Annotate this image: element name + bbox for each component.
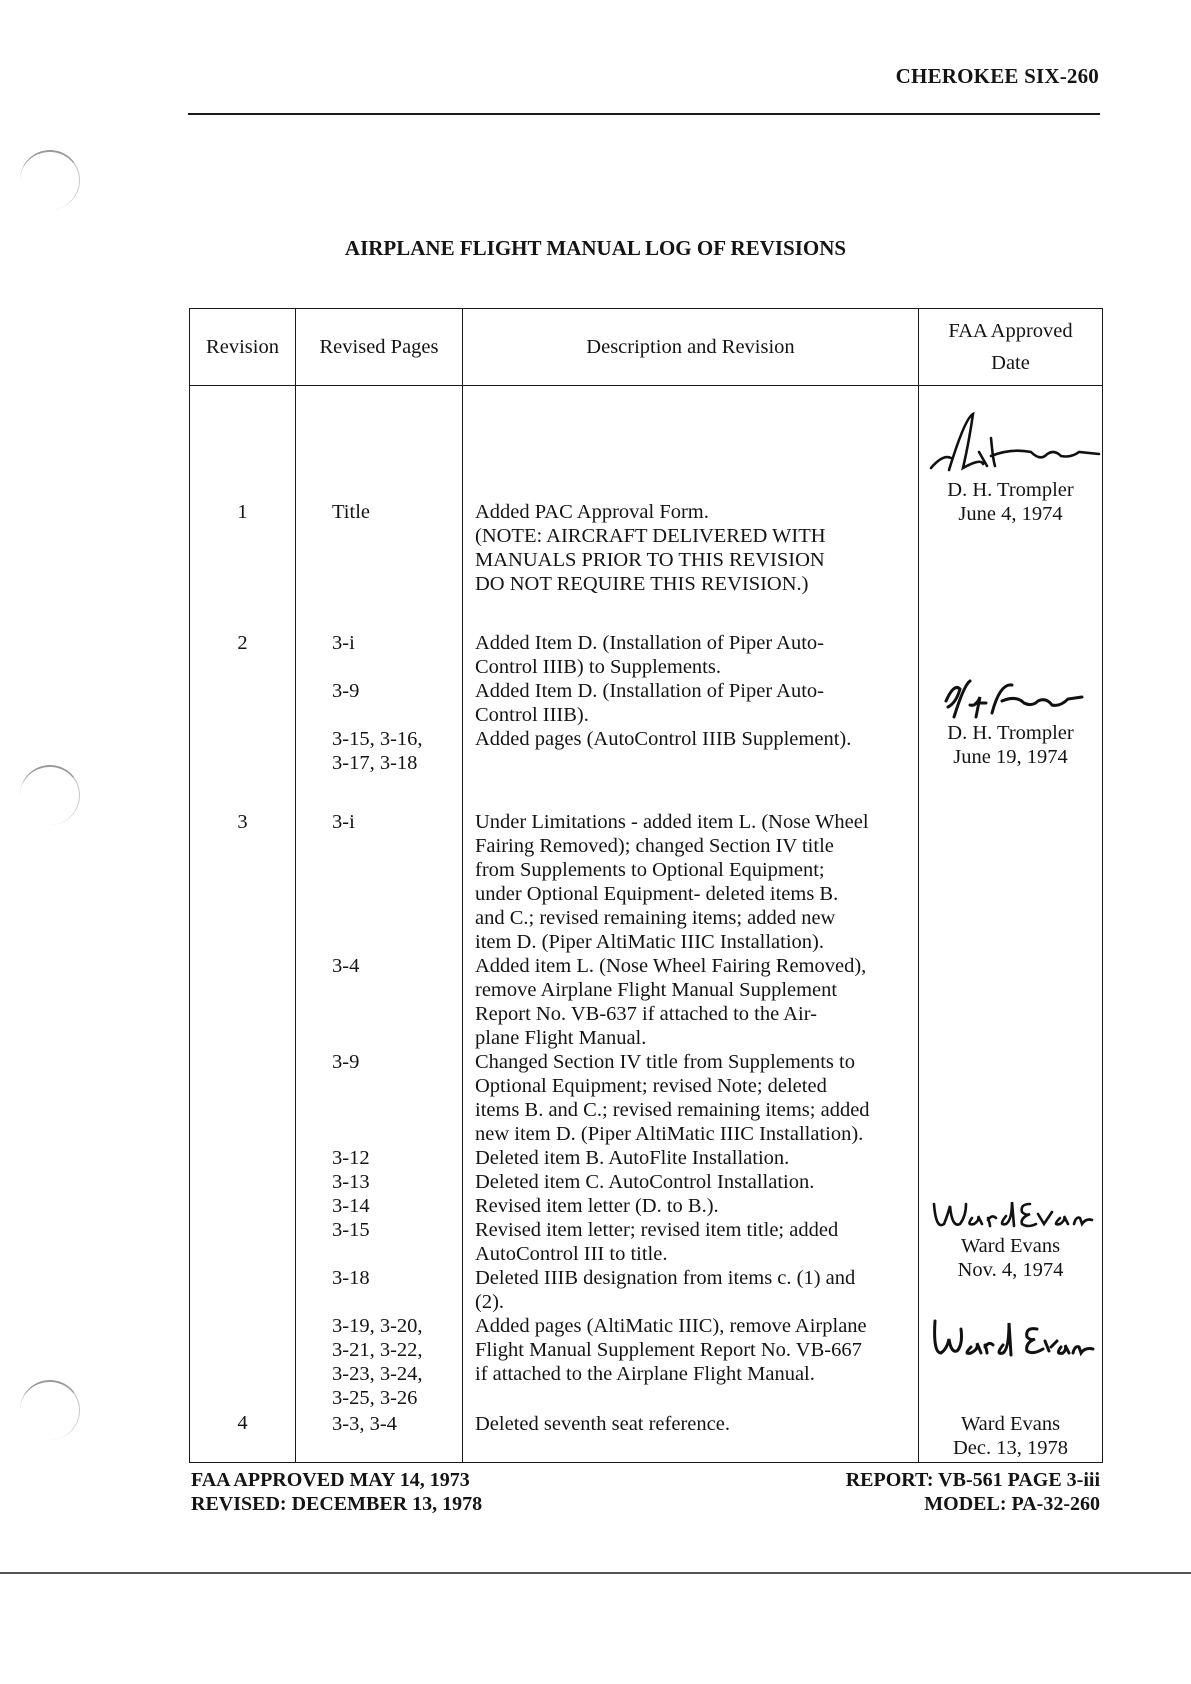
page-ref: 3-9 — [332, 1051, 360, 1073]
revision-log-table — [189, 308, 1103, 1463]
description-line: Deleted seventh seat reference. — [475, 1413, 730, 1435]
page-ref: 3-12 — [332, 1147, 370, 1169]
column-header-faa-approved-date: FAA Approved Date — [919, 309, 1103, 386]
description-line: new item D. (Piper AltiMatic IIIC Installation). — [475, 1123, 864, 1145]
spacer — [332, 1290, 461, 1314]
description-line: Fairing Removed); changed Section IV title — [475, 835, 834, 857]
description-line: Revised item letter; revised item title; added — [475, 1219, 839, 1241]
revision-number: 1 — [190, 386, 296, 598]
page-ref — [332, 703, 461, 727]
description-line: Added Item D. (Installation of Piper Auto- — [475, 680, 825, 702]
signature-trompler-2 — [936, 677, 1086, 721]
punch-hole-middle — [20, 765, 80, 825]
page-ref: 3-23, 3-24, — [332, 1363, 423, 1385]
approval-date: Nov. 4, 1974 — [957, 1259, 1064, 1281]
page-ref: 3-i — [332, 811, 355, 833]
spacer — [332, 978, 461, 1002]
page-ref: 3-17, 3-18 — [332, 752, 418, 774]
description-line: and C.; revised remaining items; added new — [475, 907, 836, 929]
description-line: Added PAC Approval Form. — [475, 501, 709, 523]
page-ref: 3-13 — [332, 1171, 370, 1193]
page-ref: 3-4 — [332, 955, 360, 977]
punch-hole-top — [20, 150, 80, 210]
approval-cell — [919, 386, 1103, 598]
table-row — [190, 386, 1103, 598]
description-line: Under Limitations - added item L. (Nose Wheel — [475, 811, 869, 833]
page-ref — [332, 655, 461, 679]
faa-approved-date: FAA APPROVED MAY 14, 1973 — [191, 1469, 470, 1491]
description-line: from Supplements to Optional Equipment; — [475, 859, 825, 881]
approval-date: Dec. 13, 1978 — [952, 1437, 1068, 1459]
description-line: Added item L. (Nose Wheel Fairing Removed), — [475, 955, 867, 977]
revision-number: 2 — [190, 597, 296, 776]
description-line: under Optional Equipment- deleted items B. — [475, 883, 839, 905]
description-line: AutoControl III to title. — [475, 1243, 668, 1265]
table-row — [190, 597, 1103, 776]
punch-hole-bottom — [20, 1380, 80, 1440]
description-line: Deleted item C. AutoControl Installation. — [475, 1171, 815, 1193]
approval-cell — [919, 597, 1103, 776]
description-line: Revised item letter (D. to B.). — [475, 1195, 719, 1217]
description-line: remove Airplane Flight Manual Supplement — [475, 979, 838, 1001]
description-line: Added pages (AutoControl IIIB Supplement). — [475, 728, 852, 750]
footer-approval — [191, 1468, 482, 1516]
page-ref: Title — [332, 501, 370, 523]
revised-pages — [296, 776, 463, 1411]
revision-number: 4 — [190, 1411, 296, 1463]
page-bottom-edge — [0, 1572, 1191, 1574]
spacer — [332, 1122, 461, 1146]
page-ref: 3-i — [332, 632, 355, 654]
spacer — [332, 882, 461, 906]
description-line: DO NOT REQUIRE THIS REVISION.) — [475, 573, 809, 595]
description-line: Added Item D. (Installation of Piper Auto- — [475, 632, 825, 654]
approver-name: Ward Evans — [960, 1235, 1061, 1257]
approval-date: June 4, 1974 — [958, 503, 1063, 525]
page-ref: 3-15 — [332, 1219, 370, 1241]
header-rule — [188, 113, 1100, 115]
spacer — [332, 834, 461, 858]
page-ref: 3-19, 3-20, — [332, 1315, 423, 1337]
document-title: AIRPLANE FLIGHT MANUAL LOG OF REVISIONS — [344, 236, 847, 260]
column-header-description: Description and Revision — [463, 309, 919, 386]
revised-pages — [296, 1411, 463, 1463]
spacer — [332, 1242, 461, 1266]
description — [463, 386, 919, 598]
revision-number: 3 — [190, 776, 296, 1411]
description-line: if attached to the Airplane Flight Manual. — [475, 1363, 815, 1385]
description-line: Flight Manual Supplement Report No. VB-667 — [475, 1339, 862, 1361]
description — [463, 597, 919, 776]
running-header: CHEROKEE SIX-260 — [895, 64, 1099, 88]
spacer — [332, 1074, 461, 1098]
description-line: Optional Equipment; revised Note; deleted — [475, 1075, 827, 1097]
spacer — [332, 1026, 461, 1050]
column-header-revised-pages: Revised Pages — [296, 309, 463, 386]
approver-name: Ward Evans — [960, 1413, 1061, 1435]
description-line: (NOTE: AIRCRAFT DELIVERED WITH — [475, 525, 826, 547]
signature-evans-1 — [926, 1194, 1096, 1234]
signature-evans-2 — [927, 1313, 1097, 1363]
description — [463, 1411, 919, 1463]
description-line: plane Flight Manual. — [475, 1027, 647, 1049]
approval-cell — [919, 1411, 1103, 1463]
spacer — [332, 1002, 461, 1026]
revised-pages — [296, 386, 463, 598]
page-ref: 3-21, 3-22, — [332, 1339, 423, 1361]
page-ref: 3-15, 3-16, — [332, 728, 423, 750]
page-ref: 3-25, 3-26 — [332, 1387, 418, 1409]
approval-date: June 19, 1974 — [953, 746, 1068, 768]
spacer — [332, 858, 461, 882]
footer-report — [846, 1468, 1100, 1516]
approver-name: D. H. Trompler — [947, 722, 1074, 744]
approver-name: D. H. Trompler — [947, 479, 1074, 501]
table-row — [190, 1411, 1103, 1463]
description-line: MANUALS PRIOR TO THIS REVISION — [475, 549, 825, 571]
description-line: Control IIIB). — [475, 704, 589, 726]
description-line: Control IIIB) to Supplements. — [475, 656, 721, 678]
spacer — [332, 906, 461, 930]
report-page: REPORT: VB-561 PAGE 3-iii — [845, 1469, 1100, 1491]
revised-pages — [296, 597, 463, 776]
page-ref: 3-18 — [332, 1267, 370, 1289]
description-line: item D. (Piper AltiMatic IIIC Installation). — [475, 931, 825, 953]
table-header-row — [190, 309, 1103, 386]
column-header-revision: Revision — [190, 309, 296, 386]
model: MODEL: PA-32-260 — [924, 1493, 1100, 1515]
description-line: Deleted IIIB designation from items c. (1) and — [475, 1267, 856, 1289]
description — [463, 776, 919, 1411]
spacer — [332, 930, 461, 954]
description-line: Deleted item B. AutoFlite Installation. — [475, 1147, 790, 1169]
description-line: (2). — [475, 1291, 505, 1313]
revised-date: REVISED: DECEMBER 13, 1978 — [191, 1493, 483, 1515]
page-ref: 3-3, 3-4 — [332, 1413, 397, 1435]
description-line: items B. and C.; revised remaining items; added — [475, 1099, 870, 1121]
description-line: Report No. VB-637 if attached to the Air- — [475, 1003, 817, 1025]
page-ref: 3-9 — [332, 680, 360, 702]
description-line: Changed Section IV title from Supplements to — [475, 1051, 855, 1073]
page-ref: 3-14 — [332, 1195, 370, 1217]
signature-trompler-1 — [921, 408, 1101, 478]
description-line: Added pages (AltiMatic IIIC), remove Airplane — [475, 1315, 867, 1337]
spacer — [332, 1098, 461, 1122]
